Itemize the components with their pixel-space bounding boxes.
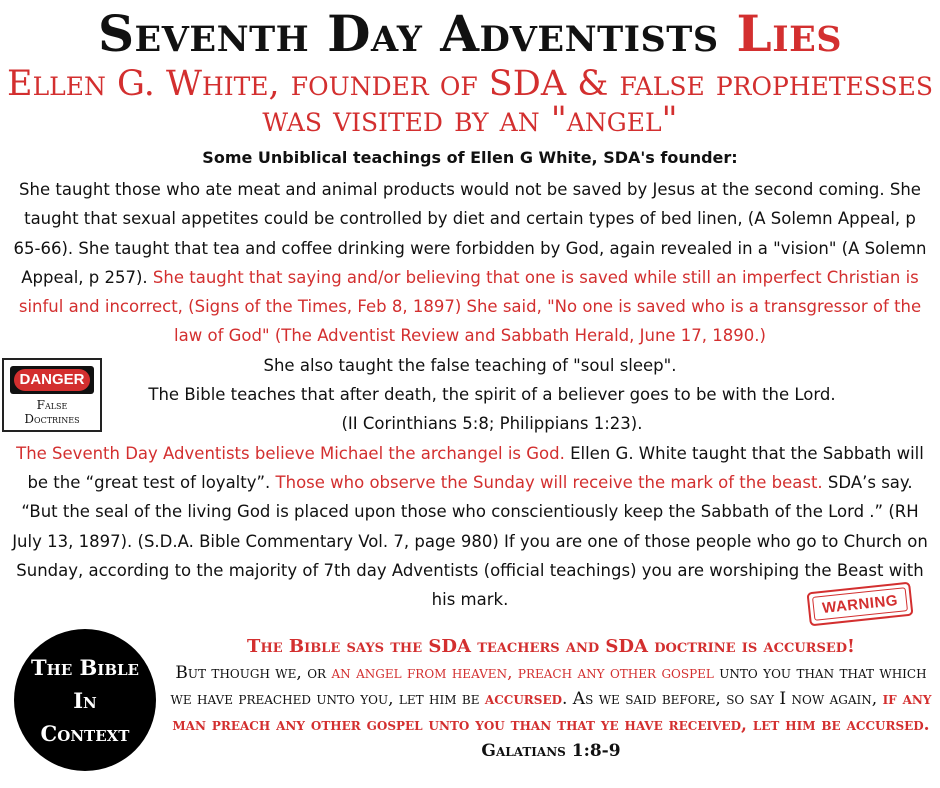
danger-caption	[4, 398, 100, 426]
page-title	[0, 2, 940, 66]
verse-part3: unto you than that which we have preached unto you, let him be	[170, 663, 927, 709]
verse-part2: an angel from heaven, preach any other gospel	[331, 663, 714, 683]
soul-sleep-line: She also taught the false teaching of "soul sleep".	[263, 355, 677, 375]
verse-heading: The Bible says the SDA teachers and SDA doctrine is accursed!	[247, 636, 855, 657]
teachings-highlight: She taught that saying and/or believing that one is saved while still an imperfect Christian is sinful and incorrect, (Signs of the Times, Feb 8, 1897) She said, "No one is saved who is a transgressor of the law of God" (The Adventist Review and Sabbath Herald, June 17, 1890.)	[18, 267, 922, 346]
title-main: Seventh Day Adventists	[97, 4, 719, 63]
body-text	[10, 175, 930, 614]
danger-sign-header	[10, 366, 94, 394]
bible-in-context-logo	[14, 629, 156, 771]
danger-caption-line2: Doctrines	[24, 412, 80, 426]
verse-part5: . As we said before, so say I now again,	[562, 689, 883, 709]
warning-stamp-label: WARNING	[812, 587, 908, 621]
galatians-verse	[168, 634, 934, 764]
intro-heading: Some Unbiblical teachings of Ellen G White, SDA's founder:	[202, 148, 738, 167]
title-accent: Lies	[736, 4, 843, 63]
teachings-text: She taught those who ate meat and animal products would not be saved by Jesus at the second coming. She taught that sexual appetites could be controlled by diet and certain types of bed linen, (A Solemn Appeal, p 65-66). She taught that tea and coffee drinking were forbidden by God, again revealed in a "vision" (A Solemn Appeal, p 257).	[13, 180, 927, 287]
bible-teaching-line: The Bible teaches that after death, the spirit of a believer goes to be with the Lord.	[148, 385, 836, 405]
scripture-reference: (II Corinthians 5:8; Philippians 1:23).	[341, 414, 643, 434]
verse-part4: accursed	[484, 689, 562, 709]
mark-of-beast-claim: Those who observe the Sunday will receive the mark of the beast.	[275, 472, 823, 492]
seal-text: SDA’s say. “But the seal of the living God is placed upon those who conscientiously keep the Sabbath of the Lord .” (RH July 13, 1897). (S.D.A. Bible Commentary Vol. 7, page 980) If you are one of those people who go to Church on Sunday, according to the majority of 7th day Adventists (official teachings) you are worshiping the Beast with his mark.	[12, 472, 928, 610]
subtitle: Ellen G. White, founder of SDA & false prophetesses was visited by an "angel"	[7, 64, 933, 140]
danger-label: DANGER	[14, 369, 90, 391]
danger-sign	[2, 358, 102, 432]
michael-claim: The Seventh Day Adventists believe Michael the archangel is God.	[16, 443, 565, 463]
logo-line3: Context	[40, 720, 130, 746]
paragraph-teachings	[10, 175, 930, 351]
paragraph-sabbath	[10, 439, 930, 615]
danger-caption-line1: False	[36, 398, 68, 412]
logo-line2: In	[73, 687, 97, 713]
verse-reference: Galatians 1:8-9	[481, 741, 621, 761]
verse-part1: But though we, or	[175, 663, 332, 683]
verse-part6: if any man preach any other gospel unto you than that ye have received, let him be accursed.	[172, 689, 932, 735]
sabbath-text: Ellen G. White taught that the Sabbath will be the “great test of loyalty”.	[27, 443, 924, 492]
logo-line1: The Bible	[31, 654, 139, 680]
